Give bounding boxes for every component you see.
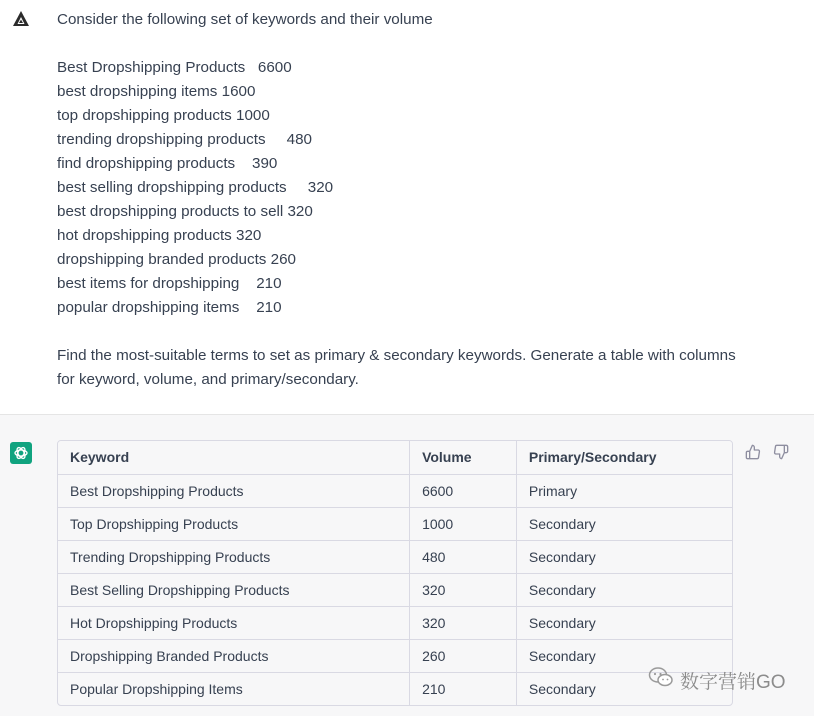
cell-volume: 480 xyxy=(410,540,517,573)
cell-type: Secondary xyxy=(516,507,732,540)
keyword-table xyxy=(57,440,733,706)
table-row xyxy=(58,540,732,573)
cell-type: Secondary xyxy=(516,639,732,672)
watermark-text: 数字营销GO xyxy=(680,671,786,693)
cell-keyword: Hot Dropshipping Products xyxy=(58,606,410,639)
table-row xyxy=(58,606,732,639)
header-keyword: Keyword xyxy=(58,441,410,474)
cell-type: Secondary xyxy=(516,573,732,606)
keyword-line: find dropshipping products 390 xyxy=(57,155,278,172)
keyword-line: dropshipping branded products 260 xyxy=(57,251,296,268)
cell-volume: 320 xyxy=(410,606,517,639)
cell-keyword: Best Dropshipping Products xyxy=(58,474,410,507)
cell-keyword: Popular Dropshipping Items xyxy=(58,672,410,705)
table-row xyxy=(58,474,732,507)
watermark xyxy=(648,666,786,694)
keyword-line: hot dropshipping products 320 xyxy=(57,227,262,244)
table-row xyxy=(58,672,732,705)
user-intro: Consider the following set of keywords and their volume xyxy=(57,11,433,28)
table-row xyxy=(58,639,732,672)
cell-type: Secondary xyxy=(516,606,732,639)
cell-volume: 260 xyxy=(410,639,517,672)
header-volume: Volume xyxy=(410,441,517,474)
cell-type: Secondary xyxy=(516,540,732,573)
keyword-line: best dropshipping items 1600 xyxy=(57,83,256,100)
user-message-text xyxy=(57,8,747,392)
cell-keyword: Dropshipping Branded Products xyxy=(58,639,410,672)
table-row xyxy=(58,573,732,606)
cell-volume: 1000 xyxy=(410,507,517,540)
wechat-icon xyxy=(648,666,674,694)
cell-volume: 210 xyxy=(410,672,517,705)
keyword-line: best dropshipping products to sell 320 xyxy=(57,203,313,220)
keyword-line: popular dropshipping items 210 xyxy=(57,299,282,316)
cell-volume: 6600 xyxy=(410,474,517,507)
thumbs-down-icon[interactable] xyxy=(772,443,790,461)
openai-logo-icon xyxy=(10,442,32,464)
cell-keyword: Trending Dropshipping Products xyxy=(58,540,410,573)
keyword-line: best items for dropshipping 210 xyxy=(57,275,282,292)
keyword-line: top dropshipping products 1000 xyxy=(57,107,270,124)
thumbs-up-icon[interactable] xyxy=(744,443,762,461)
keyword-line: Best Dropshipping Products 6600 xyxy=(57,59,292,76)
cell-type: Secondary xyxy=(528,680,596,697)
table-row xyxy=(58,507,732,540)
cell-volume: 320 xyxy=(410,573,517,606)
cell-type: Primary xyxy=(516,474,732,507)
keyword-line: trending dropshipping products 480 xyxy=(57,131,312,148)
triangle-logo-icon xyxy=(11,9,31,29)
table-header-row xyxy=(58,441,732,474)
keyword-line: best selling dropshipping products 320 xyxy=(57,179,334,196)
cell-keyword: Best Selling Dropshipping Products xyxy=(58,573,410,606)
user-request: Find the most-suitable terms to set as primary & secondary keywords. Generate a table with columns for keyword, volume, and primary/secondary. xyxy=(57,347,736,388)
cell-keyword: Top Dropshipping Products xyxy=(58,507,410,540)
header-primary-secondary: Primary/Secondary xyxy=(516,441,732,474)
